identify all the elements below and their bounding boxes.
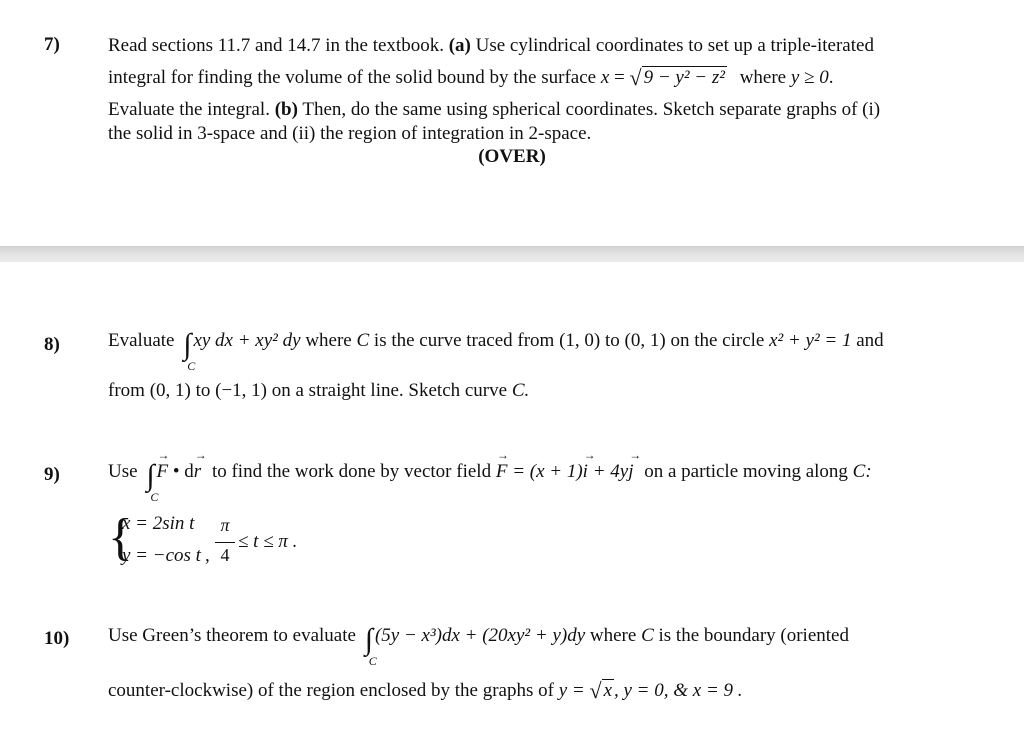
p8-circle-eq: x² + y² = 1 — [769, 330, 852, 351]
p8-on-circle: on the circle — [670, 330, 765, 351]
p10-graph-1: y = — [558, 680, 590, 701]
p7-condition: y ≥ 0 — [790, 67, 829, 88]
problem-7-number: 7) — [44, 34, 60, 55]
p8-evaluate: Evaluate — [108, 330, 175, 351]
p10-greens-text: Use Green’s theorem to evaluate — [108, 625, 356, 646]
p9-range: ≤ t ≤ π . — [238, 531, 298, 552]
problem-7-line-4: the solid in 3-space and (ii) the region of integration in 2-space. — [108, 123, 592, 144]
problem-9-line-1 — [108, 459, 872, 504]
p7-part-b: (b) — [274, 99, 298, 120]
line-integral-icon: ∫ C — [146, 459, 159, 504]
p10-c: C — [641, 625, 654, 646]
p10-boundary-text: is the boundary (oriented — [658, 625, 849, 646]
p9-unit-i: → i — [583, 461, 588, 483]
p8-point-4: (−1, 1) — [215, 380, 267, 401]
p9-frac-bar — [215, 542, 235, 543]
p8-from: from — [108, 380, 145, 401]
page-break — [0, 246, 1024, 262]
problem-10-number: 10) — [44, 628, 70, 649]
p7-text-a: Read sections 11.7 and 14.7 in the textbook. — [108, 35, 444, 56]
p9-unit-j: → j — [628, 461, 633, 483]
p8-c-end: C. — [511, 380, 530, 401]
problem-7-line-2: integral for finding the volume of the solid bound by the surface x = √ 9 − y² − z² where y ≥ 0. — [108, 65, 834, 90]
p10-graphs-rest: , y = 0, & x = 9 . — [614, 680, 743, 701]
p9-frac-den: 4 — [220, 545, 230, 565]
p10-integrand: (5y − x³)dx + (20xy² + y)dy — [374, 625, 586, 646]
p8-point-1: (1, 0) — [559, 330, 601, 351]
over-note: (OVER) — [478, 146, 546, 167]
p9-dot: • d — [168, 461, 194, 482]
p9-use: Use — [108, 461, 138, 482]
p10-sqrt — [589, 678, 614, 704]
p7-var-x: x — [600, 67, 610, 88]
p9-field-eq: = (x + 1) — [507, 461, 583, 482]
p10-where: where — [589, 625, 637, 646]
problem-9-number: 9) — [44, 464, 60, 485]
line-integral-icon: ∫ C — [364, 623, 377, 668]
upper-page — [0, 0, 1024, 246]
p7-text-b: Use cylindrical coordinates to set up a triple-iterated — [475, 35, 874, 56]
problem-8-line-2 — [108, 380, 529, 402]
p7-text-e: Then, do the same using spherical coordinates. Sketch separate graphs of (i) — [302, 99, 881, 120]
p8-integrand: xy dx + xy² dy — [193, 330, 301, 351]
p8-point-3: (0, 1) — [149, 380, 191, 401]
p9-field-f: → F — [496, 461, 508, 483]
p10-radicand: x — [603, 680, 612, 701]
problem-8-number: 8) — [44, 334, 60, 355]
p7-where: where — [739, 67, 787, 88]
problem-8-line-1 — [108, 328, 884, 373]
p9-c: C: — [852, 461, 872, 482]
p7-equals: = — [609, 67, 630, 88]
p10-integral-sub: C — [368, 654, 377, 668]
radical-sign-icon: √ — [589, 678, 602, 703]
problem-10-line-1 — [108, 623, 849, 668]
p9-frac-num: π — [220, 515, 230, 535]
p9-integral-sub: C — [150, 490, 159, 504]
radical-sign-icon: √ — [629, 65, 642, 90]
left-brace-icon: { — [108, 509, 133, 566]
p9-particle-text: on a particle moving along — [644, 461, 848, 482]
problem-10-line-2 — [108, 678, 743, 704]
p8-traced: is the curve traced from — [373, 330, 555, 351]
problem-7-line-1 — [108, 31, 874, 60]
p9-work-text: to find the work done by vector field — [211, 461, 492, 482]
p7-text-c: integral for finding the volume of the solid bound by the surface — [108, 67, 597, 88]
p8-straight-line: on a straight line. Sketch curve — [271, 380, 508, 401]
p9-comma: , — [205, 545, 210, 566]
p9-system-x: x = 2sin t — [122, 513, 195, 534]
p8-c: C — [356, 330, 370, 351]
p8-and: and — [856, 330, 884, 351]
p7-radicand: 9 − y² − z² — [643, 67, 725, 88]
p7-part-a: (a) — [448, 35, 471, 56]
p9-system-y: y = −cos t — [122, 545, 201, 566]
p8-to-2: to — [195, 380, 211, 401]
line-integral-icon: ∫ C — [183, 328, 196, 373]
p9-field-plus: + 4y — [587, 461, 629, 482]
p9-vector-f: → F — [157, 461, 169, 483]
p9-vector-r: → r — [194, 461, 201, 483]
p7-text-d: Evaluate the integral. — [108, 99, 270, 120]
p8-to: to — [605, 330, 620, 351]
p8-integral-sub: C — [187, 359, 196, 373]
p10-region-text: counter-clockwise) of the region enclosed by the graphs of — [108, 680, 554, 701]
p8-where: where — [305, 330, 352, 351]
p8-point-2: (0, 1) — [624, 330, 666, 351]
p7-sqrt — [629, 63, 726, 92]
